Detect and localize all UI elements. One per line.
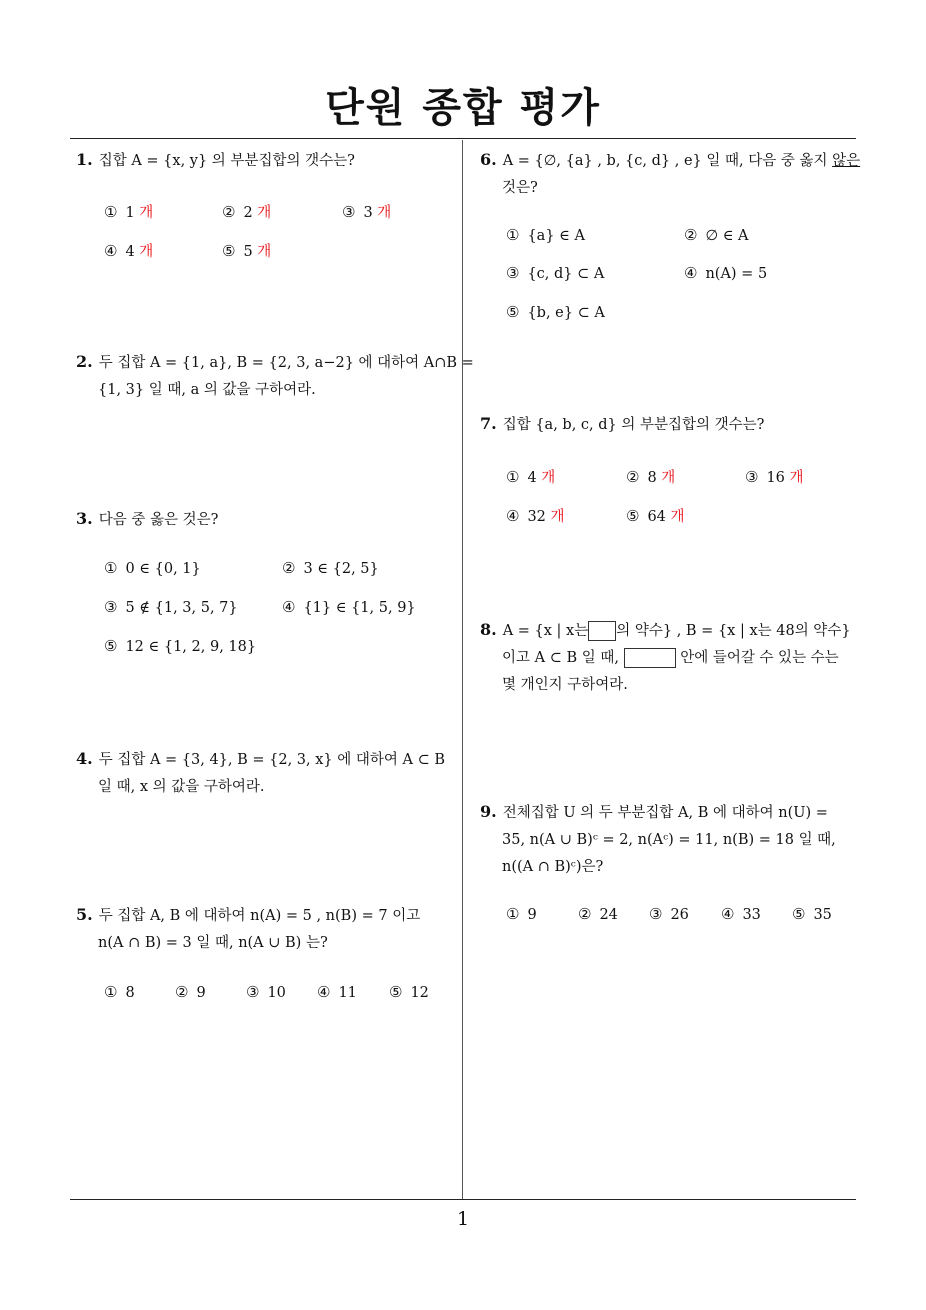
option-mark: ①	[506, 905, 520, 923]
footer-rule	[70, 1199, 856, 1200]
option-unit: 개	[541, 470, 556, 486]
question-4	[76, 745, 445, 801]
q7-option-1[interactable]	[506, 466, 555, 487]
option-mark: ⑤	[792, 905, 806, 923]
option-unit: 개	[139, 205, 154, 221]
question-text-line-2: n(A ∩ B) = 3 일 때, n(A ∪ B) 는?	[98, 935, 328, 951]
option-unit: 개	[257, 244, 272, 260]
option-value: 16	[766, 470, 785, 486]
option-unit: 개	[670, 509, 685, 525]
q9-option-4[interactable]	[721, 905, 761, 923]
q6-option-3[interactable]	[506, 264, 604, 282]
q3-option-5[interactable]	[104, 637, 256, 655]
question-text-line-2b: 안에 들어갈 수 있는 수는	[680, 650, 839, 666]
question-text-line-2a: 이고 A ⊂ B 일 때,	[502, 650, 619, 666]
option-unit: 개	[377, 205, 392, 221]
option-value: 8	[647, 470, 657, 486]
option-value: ∅ ∈ A	[705, 228, 749, 244]
option-mark: ①	[506, 226, 520, 244]
q9-option-5[interactable]	[792, 905, 832, 923]
question-number: 7.	[480, 414, 497, 433]
option-mark: ②	[578, 905, 592, 923]
option-value: 0 ∈ {0, 1}	[125, 561, 201, 577]
option-mark: ①	[104, 203, 118, 221]
question-6	[480, 146, 860, 202]
q6-option-2[interactable]	[684, 226, 749, 244]
question-text-line-1: 두 집합 A, B 에 대하여 n(A) = 5 , n(B) = 7 이고	[98, 908, 421, 924]
option-mark: ④	[282, 598, 296, 616]
question-9	[480, 798, 836, 881]
question-text-line-3: n((A ∩ B)ᶜ)은?	[502, 859, 604, 875]
question-2	[76, 348, 474, 404]
header-rule	[70, 138, 856, 139]
q7-option-2[interactable]	[626, 466, 675, 487]
question-text: 다음 중 옳은 것은?	[98, 512, 219, 528]
q3-option-2[interactable]	[282, 559, 379, 577]
question-text-line-1b: 의 약수} , B = {x | x는 48의 약수}	[616, 623, 851, 639]
option-unit: 개	[257, 205, 272, 221]
option-mark: ④	[684, 264, 698, 282]
question-number: 9.	[480, 802, 497, 821]
option-mark: ①	[104, 559, 118, 577]
question-text-line-1: 두 집합 A = {3, 4}, B = {2, 3, x} 에 대하여 A ⊂ B	[98, 752, 446, 768]
question-text-line-3: 몇 개인지 구하여라.	[502, 677, 628, 693]
option-unit: 개	[789, 470, 804, 486]
q6-option-4[interactable]	[684, 264, 767, 282]
question-number: 8.	[480, 620, 497, 639]
option-mark: ④	[721, 905, 735, 923]
option-mark: ①	[104, 983, 118, 1001]
q6-option-5[interactable]	[506, 303, 605, 321]
option-mark: ⑤	[389, 983, 403, 1001]
option-value: 32	[527, 509, 546, 525]
question-text-line-2: 35, n(A ∪ B)ᶜ = 2, n(Aᶜ) = 11, n(B) = 18 일 때,	[502, 832, 836, 848]
blank-box-small[interactable]	[588, 621, 616, 641]
option-mark: ③	[342, 203, 356, 221]
page-title: 단원 종합 평가	[325, 85, 601, 131]
q7-option-5[interactable]	[626, 505, 685, 526]
option-unit: 개	[661, 470, 676, 486]
blank-box-large[interactable]	[624, 648, 676, 668]
question-text-line-1a: A = {x | x는	[502, 623, 589, 639]
option-mark: ②	[175, 983, 189, 1001]
underlined-word: 않은	[832, 153, 861, 169]
option-value: n(A) = 5	[705, 266, 768, 282]
q1-option-2[interactable]	[222, 201, 271, 222]
option-mark: ③	[649, 905, 663, 923]
question-text-line-2: {1, 3} 일 때, a 의 값을 구하여라.	[98, 382, 316, 398]
q7-option-3[interactable]	[745, 466, 804, 487]
option-value: 12 ∈ {1, 2, 9, 18}	[125, 639, 257, 655]
column-divider	[462, 140, 463, 1200]
option-value: 12	[410, 985, 429, 1001]
option-value: 2	[243, 205, 253, 221]
q1-option-4[interactable]	[104, 240, 153, 261]
q9-option-2[interactable]	[578, 905, 618, 923]
option-value: {1} ∈ {1, 5, 9}	[303, 600, 416, 616]
question-number: 1.	[76, 150, 93, 169]
q9-option-3[interactable]	[649, 905, 689, 923]
option-mark: ⑤	[506, 303, 520, 321]
option-mark: ④	[317, 983, 331, 1001]
option-value: 4	[125, 244, 135, 260]
q6-option-1[interactable]	[506, 226, 585, 244]
q3-option-3[interactable]	[104, 598, 238, 616]
option-value: 24	[599, 907, 618, 923]
option-mark: ①	[506, 468, 520, 486]
option-value: 26	[670, 907, 689, 923]
q9-option-1[interactable]	[506, 905, 537, 923]
option-mark: ③	[246, 983, 260, 1001]
question-text-line-2: 일 때, x 의 값을 구하여라.	[98, 779, 265, 795]
option-mark: ⑤	[104, 637, 118, 655]
question-text-line-1: 전체집합 U 의 두 부분집합 A, B 에 대하여 n(U) =	[502, 805, 828, 821]
option-value: 8	[125, 985, 135, 1001]
option-mark: ②	[626, 468, 640, 486]
option-mark: ③	[745, 468, 759, 486]
option-mark: ③	[104, 598, 118, 616]
option-value: 5 ∉ {1, 3, 5, 7}	[125, 600, 238, 616]
q5-option-3[interactable]	[246, 983, 286, 1001]
option-mark: ②	[222, 203, 236, 221]
question-number: 3.	[76, 509, 93, 528]
q1-option-1[interactable]	[104, 201, 153, 222]
question-number: 5.	[76, 905, 93, 924]
option-value: 3 ∈ {2, 5}	[303, 561, 379, 577]
option-value: {b, e} ⊂ A	[527, 305, 605, 321]
option-value: 33	[742, 907, 761, 923]
option-value: 64	[647, 509, 666, 525]
question-3	[76, 505, 218, 534]
option-value: 4	[527, 470, 537, 486]
option-value: 11	[338, 985, 357, 1001]
question-7	[480, 410, 764, 439]
option-mark: ②	[684, 226, 698, 244]
option-unit: 개	[550, 509, 565, 525]
q7-option-4[interactable]	[506, 505, 565, 526]
q3-option-4[interactable]	[282, 598, 416, 616]
question-8	[480, 616, 851, 699]
page-number: 1	[456, 1208, 470, 1230]
q3-option-1[interactable]	[104, 559, 201, 577]
option-mark: ②	[282, 559, 296, 577]
option-value: 9	[196, 985, 206, 1001]
option-mark: ⑤	[626, 507, 640, 525]
question-text-line-2: 것은?	[502, 180, 538, 196]
question-1	[76, 146, 355, 175]
option-value: 10	[267, 985, 286, 1001]
option-mark: ④	[506, 507, 520, 525]
option-value: {a} ∈ A	[527, 228, 585, 244]
q1-option-5[interactable]	[222, 240, 271, 261]
q5-option-2[interactable]	[175, 983, 206, 1001]
option-value: {c, d} ⊂ A	[527, 266, 605, 282]
q5-option-5[interactable]	[389, 983, 429, 1001]
option-value: 9	[527, 907, 537, 923]
q5-option-4[interactable]	[317, 983, 357, 1001]
option-value: 1	[125, 205, 135, 221]
q5-option-1[interactable]	[104, 983, 135, 1001]
q1-option-3[interactable]	[342, 201, 391, 222]
option-value: 5	[243, 244, 253, 260]
option-unit: 개	[139, 244, 154, 260]
option-mark: ④	[104, 242, 118, 260]
question-text: 집합 {a, b, c, d} 의 부분집합의 갯수는?	[502, 417, 765, 433]
question-text: 집합 A = {x, y} 의 부분집합의 갯수는?	[98, 153, 355, 169]
question-number: 2.	[76, 352, 93, 371]
option-mark: ⑤	[222, 242, 236, 260]
question-number: 4.	[76, 749, 93, 768]
option-value: 35	[813, 907, 832, 923]
question-text-line-1: A = {∅, {a} , b, {c, d} , e} 일 때, 다음 중 옳지	[502, 153, 828, 169]
option-mark: ③	[506, 264, 520, 282]
question-5	[76, 901, 420, 957]
question-text-line-1: 두 집합 A = {1, a}, B = {2, 3, a−2} 에 대하여 A∩B =	[98, 355, 474, 371]
question-number: 6.	[480, 150, 497, 169]
option-value: 3	[363, 205, 373, 221]
